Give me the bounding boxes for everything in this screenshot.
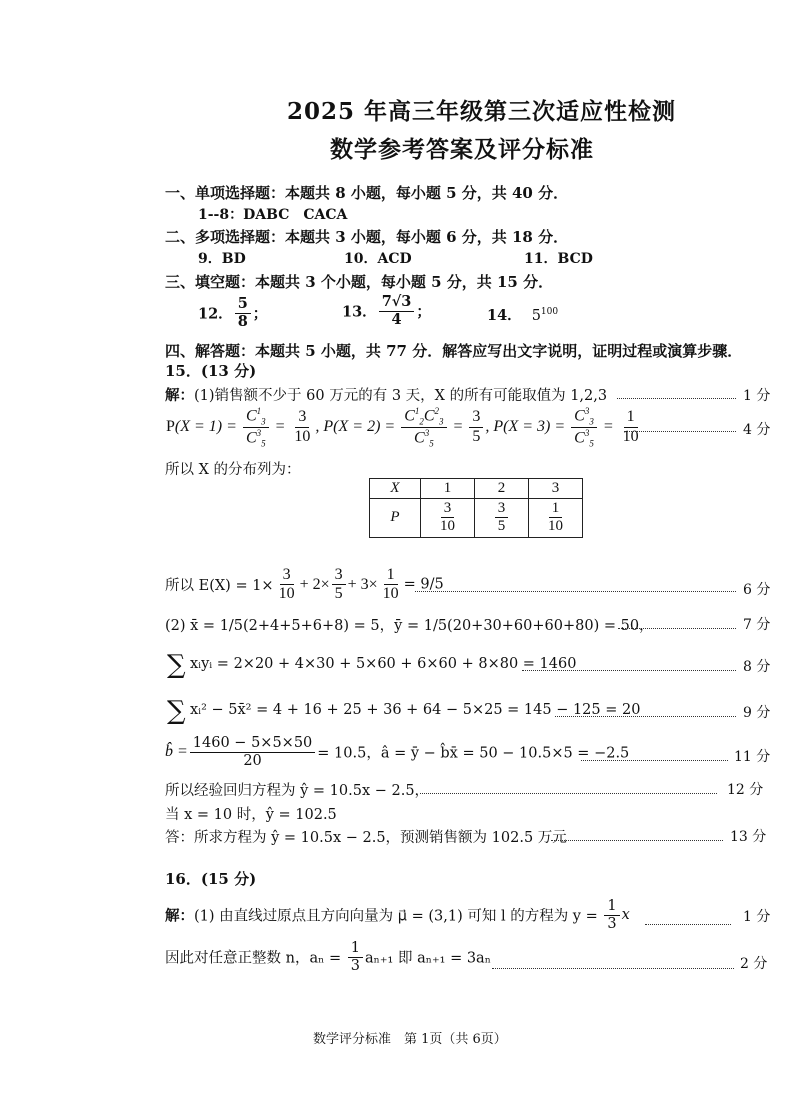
answer-12-sep: ； <box>252 305 268 323</box>
q16-line2-text: 因此对任意正整数 n，aₙ = <box>165 950 346 967</box>
q16-line1 <box>165 898 630 932</box>
q15-final-answer: 答：所求方程为 ŷ = 10.5x − 2.5，预测销售额为 102.5 万元 <box>165 830 567 846</box>
q15-regression: 所以经验回归方程为 ŷ = 10.5x − 2.5， <box>165 783 430 799</box>
table-cell-denominator: 10 <box>440 518 455 535</box>
answer-14-label: 14． <box>487 307 522 324</box>
page-footer: 数学评分标准 第 1页（共 6页） <box>313 1032 507 1047</box>
q16-line1-leader <box>645 924 731 925</box>
q15-b-rest: = 10.5，â = ȳ − b̂x̄ = 50 − 10.5×5 = −2.5 <box>317 745 630 762</box>
section-heading-fill-blank: 三、填空题：本题共 3 个小题，每小题 5 分，共 15 分． <box>165 273 554 291</box>
q15-means: (2) x̄ = 1/5(2+4+5+6+8) = 5，ȳ = 1/5(20+30+60+60+80) = 50， <box>165 618 654 634</box>
table-cell <box>475 499 529 538</box>
q15-b-numerator: 1460 − 5×5×50 <box>190 735 315 753</box>
q15-prediction: 当 x = 10 时，ŷ = 102.5 <box>165 807 337 823</box>
section-heading-single-choice: 一、单项选择题：本题共 8 小题，每小题 5 分，共 40 分． <box>165 184 569 202</box>
q15-final-score: 13 分 <box>730 829 767 845</box>
table-cell-numerator: 3 <box>441 500 455 518</box>
answer-12-denominator: 8 <box>237 312 248 330</box>
q15-line1-text: (1)销售额不少于 60 万元的有 3 天，X 的所有可能取值为 1,2,3 <box>194 388 608 404</box>
q15-b-leader <box>581 760 728 761</box>
table-cell <box>421 499 475 538</box>
table-cell <box>529 499 583 538</box>
q16-line2-tail: aₙ₊₁ 即 aₙ₊₁ = 3aₙ <box>364 950 491 967</box>
q15-expectation: 所以 E(X) = 1× $\frac{3}{10}$ + 2× $\frac{3}{5}$ + 3× $\frac{1}{10}$ = 9/5 <box>165 566 444 603</box>
q16-line1-numerator: 1 <box>604 898 619 916</box>
page-subtitle: 数学参考答案及评分标准 <box>330 136 594 163</box>
q16-line1-text: (1) 由直线过原点且方向向量为 μ⃗ = (3,1) 可知 l 的方程为 y = <box>194 908 603 925</box>
q16-heading: 16．(15 分) <box>165 870 257 888</box>
q15-b-score: 11 分 <box>734 749 771 765</box>
table-row <box>370 479 583 499</box>
q15-line2-score: 4 分 <box>743 422 771 438</box>
q15-b-denominator: 20 <box>243 752 262 769</box>
page-title: 2025 年高三年级第三次适应性检测 <box>287 98 677 125</box>
answer-14-exponent: 100 <box>540 307 559 318</box>
single-choice-answers: 1--8：DABC CACA <box>198 207 348 223</box>
q15-sum-x2-score: 9 分 <box>743 705 771 721</box>
answer-14 <box>487 304 558 325</box>
answer-12 <box>198 296 267 330</box>
q15-sum-x2-leader <box>555 716 736 717</box>
answer-12-label: 12． <box>198 305 233 323</box>
sigma-icon: ∑ <box>167 696 186 726</box>
q15-probability-formulas: P(X = 1) = $\frac{C^1_3}{C^3_5}$ = $\frac{3}{10}$ , P(X = 2) = $\frac{C^1_2C^2_3}{C^3_5}$ = $\frac{3}{5}$ , P(X = 3) = $\frac{C^3_3}{C^3_5}$ = $\frac{1}{10}$ <box>166 406 639 449</box>
q15-solution-label: 解： <box>165 387 194 404</box>
table-cell: 2 <box>475 479 529 499</box>
table-cell-numerator: 1 <box>549 500 563 518</box>
table-cell: P <box>370 499 421 538</box>
answer-11: 11．BCD <box>524 251 593 267</box>
table-cell-denominator: 10 <box>548 518 563 535</box>
section-heading-solutions: 四、解答题：本题共 5 小题，共 77 分．解答应写出文字说明，证明过程或演算步骤． <box>165 342 743 360</box>
q15-line1-score: 1 分 <box>743 388 771 404</box>
table-row <box>370 499 583 538</box>
answer-12-fraction <box>235 296 251 330</box>
q16-line2 <box>165 940 491 974</box>
q15-regression-leader <box>420 793 717 794</box>
q15-expectation-prefix: 所以 E(X) = 1× <box>165 578 274 595</box>
sigma-icon: ∑ <box>167 650 186 680</box>
table-cell: 1 <box>421 479 475 499</box>
q16-line2-denominator: 3 <box>350 957 360 974</box>
q15-means-leader <box>618 628 736 629</box>
q15-sum-x2: xᵢ² − 5x̄² = 4 + 16 + 25 + 36 + 64 − 5×25 = 145 − 125 = 20 <box>190 702 641 718</box>
q15-line1-leader <box>617 398 736 399</box>
q15-expectation-leader <box>415 591 736 592</box>
q16-line1-denominator: 3 <box>607 915 617 932</box>
q15-heading: 15．(13 分) <box>165 362 257 380</box>
table-cell: 3 <box>529 479 583 499</box>
q15-line2-leader <box>624 431 736 432</box>
q15-distribution-intro: 所以 X 的分布列为： <box>165 462 301 478</box>
q16-solution-label: 解： <box>165 907 194 925</box>
q15-b-hat: b̂ = $\frac{1460 - 5\times 5\times 50}{20}$ = 10.5，â = ȳ − b̂x̄ = 50 − 10.5×5 = −2.5 <box>165 735 630 769</box>
q16-line2-score: 2 分 <box>740 956 768 972</box>
q16-line2-numerator: 1 <box>348 940 363 958</box>
answer-12-numerator: 5 <box>235 296 251 314</box>
answer-13-label: 13． <box>342 303 377 321</box>
answer-13-numerator: 7√3 <box>379 294 415 312</box>
q15-line1 <box>165 384 607 405</box>
table-cell-numerator: 3 <box>495 500 509 518</box>
answer-13-fraction <box>379 294 415 328</box>
q15-sum-xy: xᵢyᵢ = 2×20 + 4×30 + 5×60 + 6×60 + 8×80 = 1460 <box>190 656 577 672</box>
answer-10: 10．ACD <box>344 251 412 267</box>
answer-13-sep: ； <box>416 303 431 321</box>
table-cell: X <box>370 479 421 499</box>
q15-expectation-result: = 9/5 <box>403 576 444 593</box>
q15-means-score: 7 分 <box>743 617 771 633</box>
q15-distribution-table <box>369 478 583 538</box>
answer-13 <box>342 294 431 328</box>
q16-line1-tail: x <box>621 907 630 924</box>
section-heading-multi-choice: 二、多项选择题：本题共 3 小题，每小题 6 分，共 18 分． <box>165 228 569 246</box>
q15-expectation-score: 6 分 <box>743 582 771 598</box>
q15-final-leader <box>551 840 723 841</box>
answer-13-denominator: 4 <box>391 310 402 328</box>
q16-line2-leader <box>492 968 734 969</box>
q16-line1-score: 1 分 <box>743 909 771 925</box>
answer-14-base: 5 <box>531 308 541 324</box>
q15-sum-xy-score: 8 分 <box>743 659 771 675</box>
answer-9: 9．BD <box>198 251 246 267</box>
table-cell-denominator: 5 <box>497 518 506 535</box>
q15-regression-score: 12 分 <box>727 782 764 798</box>
q15-sum-xy-leader <box>522 670 736 671</box>
